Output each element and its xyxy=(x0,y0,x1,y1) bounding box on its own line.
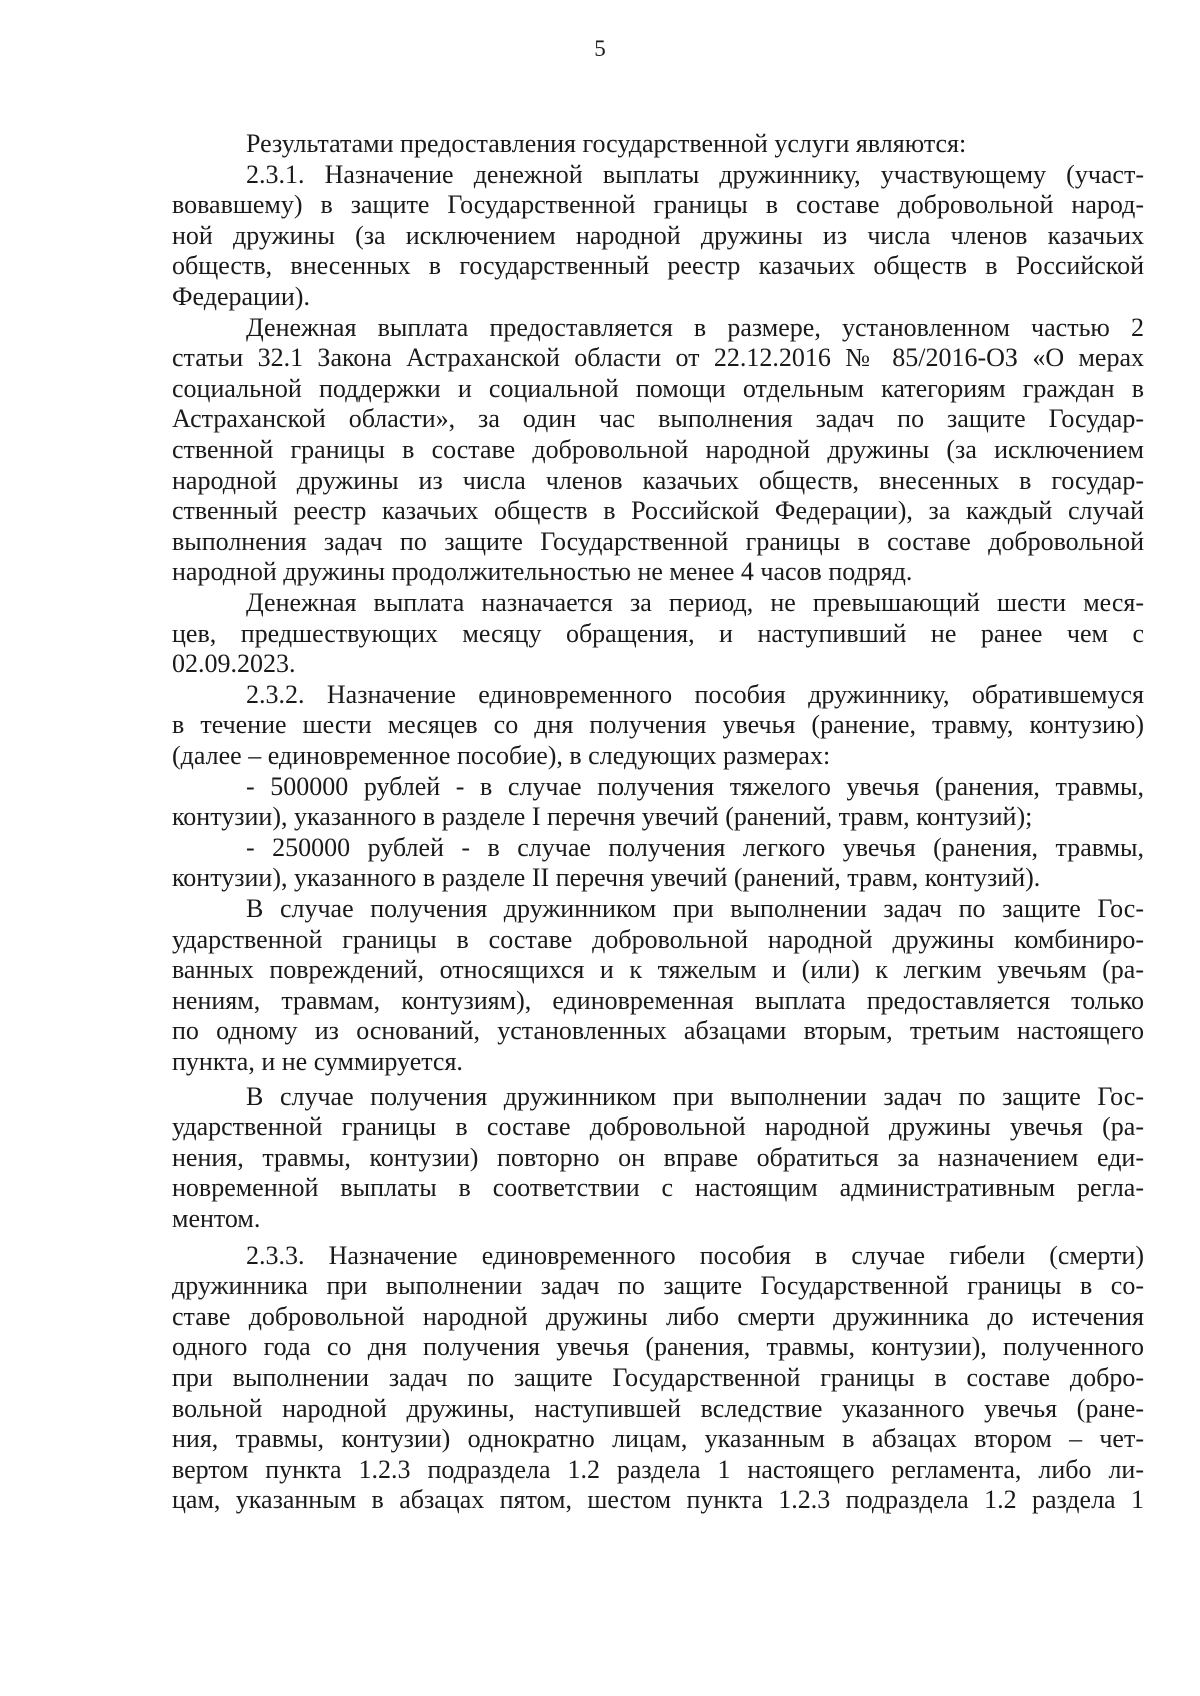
text-line: ственной границы в составе добровольной народной дружины (за исключением xyxy=(172,435,1144,464)
text-line: цам, указанным в абзацах пятом, шестом пункта 1.2.3 подраздела 1.2 раздела 1 xyxy=(172,1485,1144,1515)
text-line: ментом. xyxy=(172,1204,261,1233)
text-line: В случае получения дружинником при выполнении задач по защите Гос- xyxy=(246,894,1144,923)
text-line: 2.3.1. Назначение денежной выплаты дружиннику, участвующему (участ- xyxy=(246,159,1144,189)
text-line: Денежная выплата назначается за период, не превышающий шести меся- xyxy=(246,588,1144,617)
text-line: 2.3.3. Назначение единовременного пособия в случае гибели (смерти) xyxy=(246,1240,1144,1270)
text-line: - 500000 рублей - в случае получения тяжелого увечья (ранения, травмы, xyxy=(246,771,1144,801)
text-line: контузии), указанного в разделе I перечня увечий (ранений, травм, контузий); xyxy=(172,802,1033,832)
text-line: статьи 32.1 Закона Астраханской области от 22.12.2016 № 85/2016-ОЗ «О мерах xyxy=(172,343,1144,373)
text-line: ственный реестр казачьих обществ в Российской Федерации), за каждый случай xyxy=(172,496,1144,526)
text-line: цев, предшествующих месяцу обращения, и наступивший не ранее чем с xyxy=(172,618,1144,648)
text-line: социальной поддержки и социальной помощи отдельным категориям граждан в xyxy=(172,373,1144,403)
text-line: новременной выплаты в соответствии с настоящим административным регла- xyxy=(172,1173,1144,1203)
text-line: ставе добровольной народной дружины либо смерти дружинника до истечения xyxy=(172,1301,1144,1331)
text-line: обществ, внесенных в государственный реестр казачьих обществ в Российской xyxy=(172,251,1144,281)
text-line: Астраханской области», за один час выполнения задач по защите Государ- xyxy=(172,404,1144,434)
text-line: (далее – единовременное пособие), в следующих размерах: xyxy=(172,741,831,770)
text-line: Денежная выплата предоставляется в размере, установленном частью 2 xyxy=(246,312,1144,342)
text-line: нениям, травмам, контузиям), единовременная выплата предоставляется только xyxy=(172,985,1144,1015)
text-line: Федерации). xyxy=(172,282,310,311)
text-line: вертом пункта 1.2.3 подраздела 1.2 раздела 1 настоящего регламента, либо ли- xyxy=(172,1454,1144,1484)
text-line: по одному из оснований, установленных абзацами вторым, третьим настоящего xyxy=(172,1016,1144,1046)
text-line: в течение шести месяцев со дня получения увечья (ранение, травму, контузию) xyxy=(172,710,1144,740)
text-line: контузии), указанного в разделе II перечня увечий (ранений, травм, контузий). xyxy=(172,863,1041,893)
text-line: 02.09.2023. xyxy=(172,649,296,679)
text-line: - 250000 рублей - в случае получения легкого увечья (ранения, травмы, xyxy=(246,832,1144,862)
page-number: 5 xyxy=(594,36,606,61)
text-line: при выполнении задач по защите Государственной границы в составе добро- xyxy=(172,1363,1144,1392)
text-line: нения, травмы, контузии) повторно он вправе обратиться за назначением еди- xyxy=(172,1142,1144,1172)
text-line: дружинника при выполнении задач по защите Государственной границы в со- xyxy=(172,1271,1144,1301)
text-line: одного года со дня получения увечья (ранения, травмы, контузии), полученного xyxy=(172,1332,1144,1362)
text-line: выполнения задач по защите Государственной границы в составе добровольной xyxy=(172,526,1144,556)
text-line: вольной народной дружины, наступившей вследствие указанного увечья (ране- xyxy=(172,1393,1144,1423)
text-line: ния, травмы, контузии) однократно лицам, указанным в абзацах втором – чет- xyxy=(172,1424,1144,1454)
text-line: ударственной границы в составе добровольной народной дружины увечья (ра- xyxy=(172,1112,1144,1142)
text-line: народной дружины продолжительностью не менее 4 часов подряд. xyxy=(172,557,913,587)
text-line: Результатами предоставления государственной услуги являются: xyxy=(246,129,967,158)
text-line: ударственной границы в составе добровольной народной дружины комбиниро- xyxy=(172,924,1144,954)
text-line: народной дружины из числа членов казачьих обществ, внесенных в государ- xyxy=(172,465,1144,495)
text-line: ванных повреждений, относящихся и к тяжелым и (или) к легким увечьям (ра- xyxy=(172,955,1144,985)
text-line: ной дружины (за исключением народной дружины из числа членов казачьих xyxy=(172,220,1144,250)
text-line: В случае получения дружинником при выполнении задач по защите Гос- xyxy=(246,1081,1144,1111)
text-line: пункта, и не суммируется. xyxy=(172,1047,463,1076)
text-line: 2.3.2. Назначение единовременного пособия дружиннику, обратившемуся xyxy=(246,679,1144,709)
text-line: вовавшему) в защите Государственной границы в составе добровольной народ- xyxy=(172,190,1144,220)
